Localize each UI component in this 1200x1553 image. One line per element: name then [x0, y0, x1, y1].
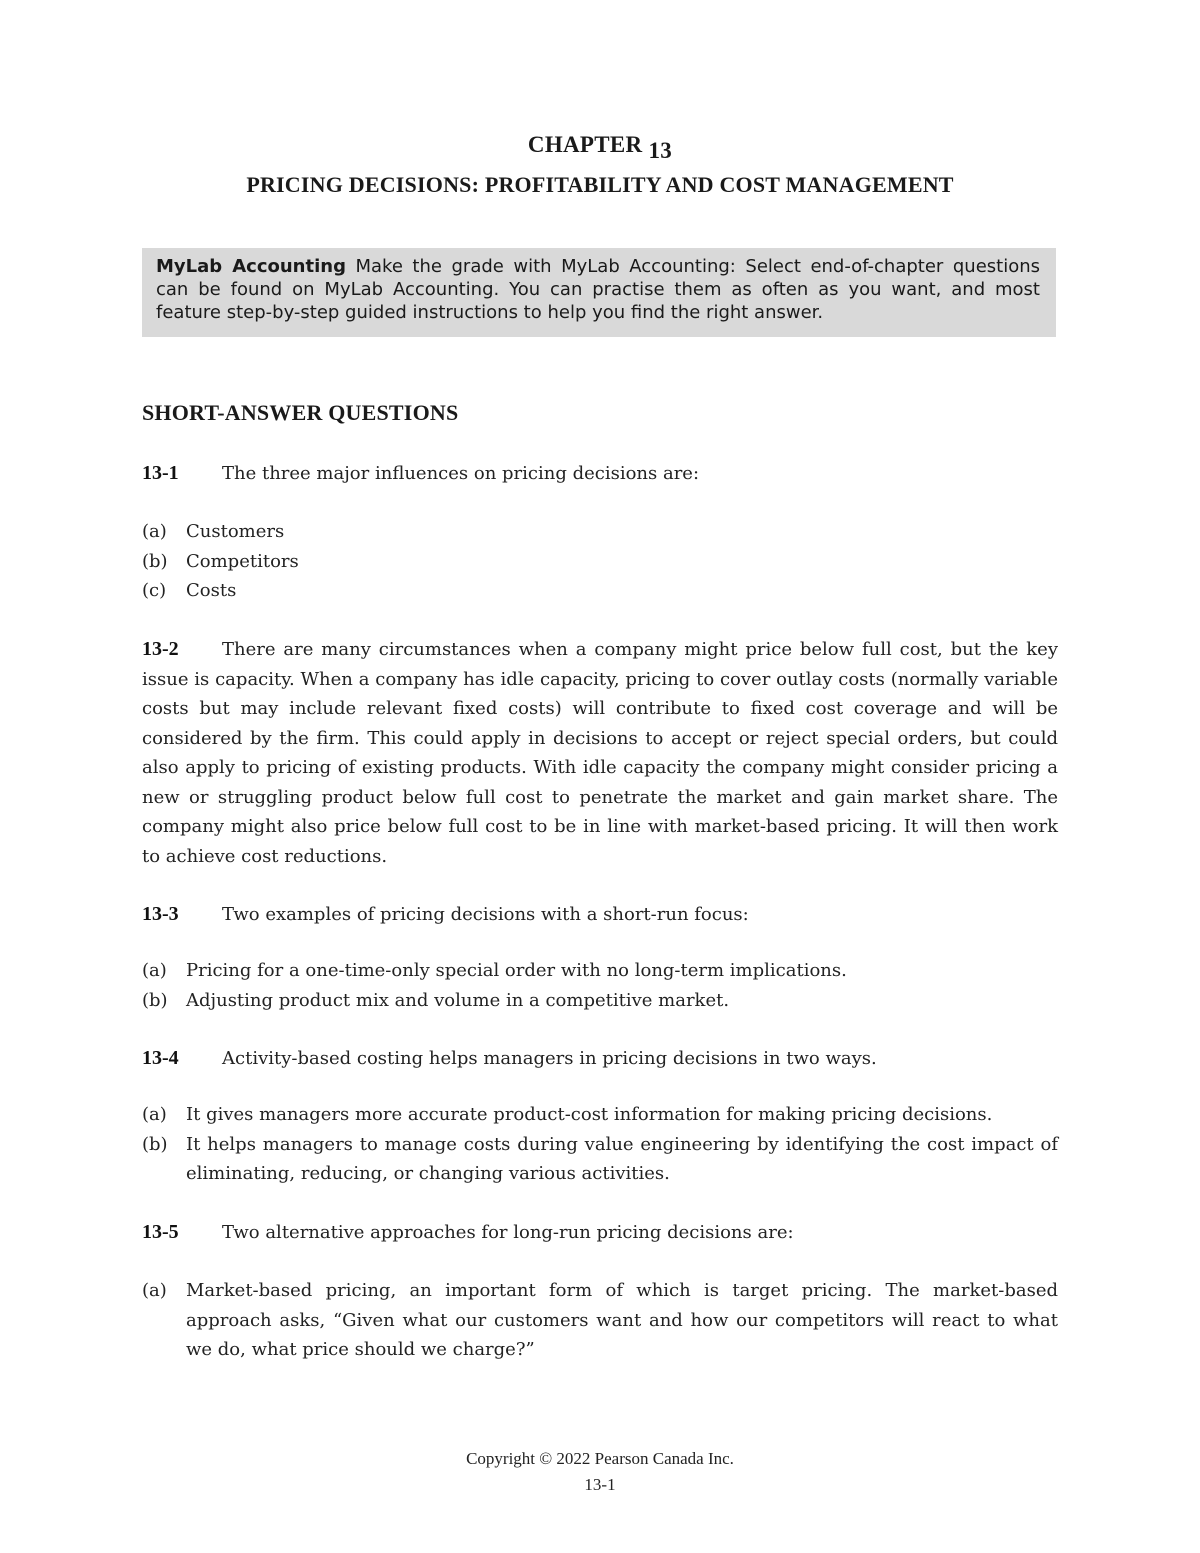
list-item [142, 1276, 1058, 1365]
list-item-text: It gives managers more accurate product-cost information for making pricing decisions. [186, 1104, 993, 1125]
list-item [142, 1130, 1058, 1189]
list-marker: (a) [142, 1104, 167, 1125]
footer-page-number: 13-1 [584, 1475, 616, 1494]
question-number: 13-5 [142, 1221, 179, 1243]
question-13-5 [142, 1218, 1058, 1248]
list-item [142, 1100, 1058, 1130]
mylab-text: Make the grade with MyLab Accounting: Select end-of-chapter questions can be found on MyLab Accounting. You can practise them as often as you want, and most feature step-by-step guided instructions to help you find the right answer. [156, 256, 1041, 323]
chapter-label: CHAPTER [527, 132, 643, 157]
mylab-callout [142, 248, 1056, 337]
question-text: The three major influences on pricing decisions are: [222, 463, 700, 484]
question-13-3-list [142, 956, 1058, 1015]
chapter-title [142, 132, 1058, 163]
list-item-text: Adjusting product mix and volume in a competitive market. [186, 989, 730, 1011]
list-item-text: Market-based pricing, an important form of which is target pricing. The market-based approach asks, “Given what our customers want and how our competitors will react to what we do, what price should we charge?” [186, 1280, 1058, 1360]
question-number: 13-1 [142, 462, 179, 484]
list-marker: (a) [142, 521, 167, 542]
question-13-2 [142, 635, 1058, 871]
list-marker: (c) [142, 580, 167, 601]
list-marker: (a) [142, 960, 167, 981]
list-item-text: Costs [186, 580, 237, 601]
mylab-brand: MyLab Accounting [156, 256, 346, 277]
list-item-text: Customers [186, 521, 285, 542]
question-number: 13-2 [142, 638, 179, 660]
list-item-text: Competitors [186, 550, 299, 572]
list-item [142, 517, 1058, 547]
list-item [142, 547, 1058, 577]
list-item [142, 956, 1058, 986]
question-text: There are many circumstances when a company might price below full cost, but the key issue is capacity. When a company has idle capacity, pricing to cover outlay costs (normally variable costs but may include relevant fixed costs) will contribute to fixed cost coverage and will be considered by the firm. This could apply in decisions to accept or reject special orders, but could also apply to pricing of existing products. With idle capacity the company might consider pricing a new or struggling product below full cost to penetrate the market and gain market share. The company might also price below full cost to be in line with market-based pricing. It will then work to achieve cost reductions. [142, 639, 1058, 867]
question-number: 13-3 [142, 903, 179, 925]
footer-copyright: Copyright © 2022 Pearson Canada Inc. [466, 1449, 734, 1468]
question-13-4 [142, 1044, 1058, 1074]
question-text: Activity-based costing helps managers in pricing decisions in two ways. [222, 1048, 877, 1069]
list-marker: (b) [142, 1133, 168, 1155]
question-13-4-list [142, 1100, 1058, 1189]
chapter-number: 13 [648, 138, 673, 163]
question-13-5-list [142, 1276, 1058, 1365]
question-number: 13-4 [142, 1047, 179, 1069]
question-13-1 [142, 459, 1058, 489]
section-heading: SHORT-ANSWER QUESTIONS [142, 400, 459, 425]
question-13-1-list [142, 517, 1058, 606]
question-text: Two examples of pricing decisions with a short-run focus: [222, 904, 749, 925]
document-page [142, 0, 1058, 1553]
list-item-text: Pricing for a one-time-only special order with no long-term implications. [186, 960, 847, 981]
list-marker: (a) [142, 1280, 167, 1301]
list-item [142, 986, 1058, 1016]
question-13-3 [142, 900, 1058, 930]
list-item-text: It helps managers to manage costs during value engineering by identifying the cost impact of eliminating, reducing, or changing various activities. [186, 1133, 1058, 1184]
question-text: Two alternative approaches for long-run pricing decisions are: [222, 1222, 794, 1243]
list-marker: (b) [142, 550, 168, 572]
chapter-subtitle: PRICING DECISIONS: PROFITABILITY AND COST MANAGEMENT [246, 172, 954, 197]
list-item [142, 576, 1058, 606]
list-marker: (b) [142, 989, 168, 1011]
